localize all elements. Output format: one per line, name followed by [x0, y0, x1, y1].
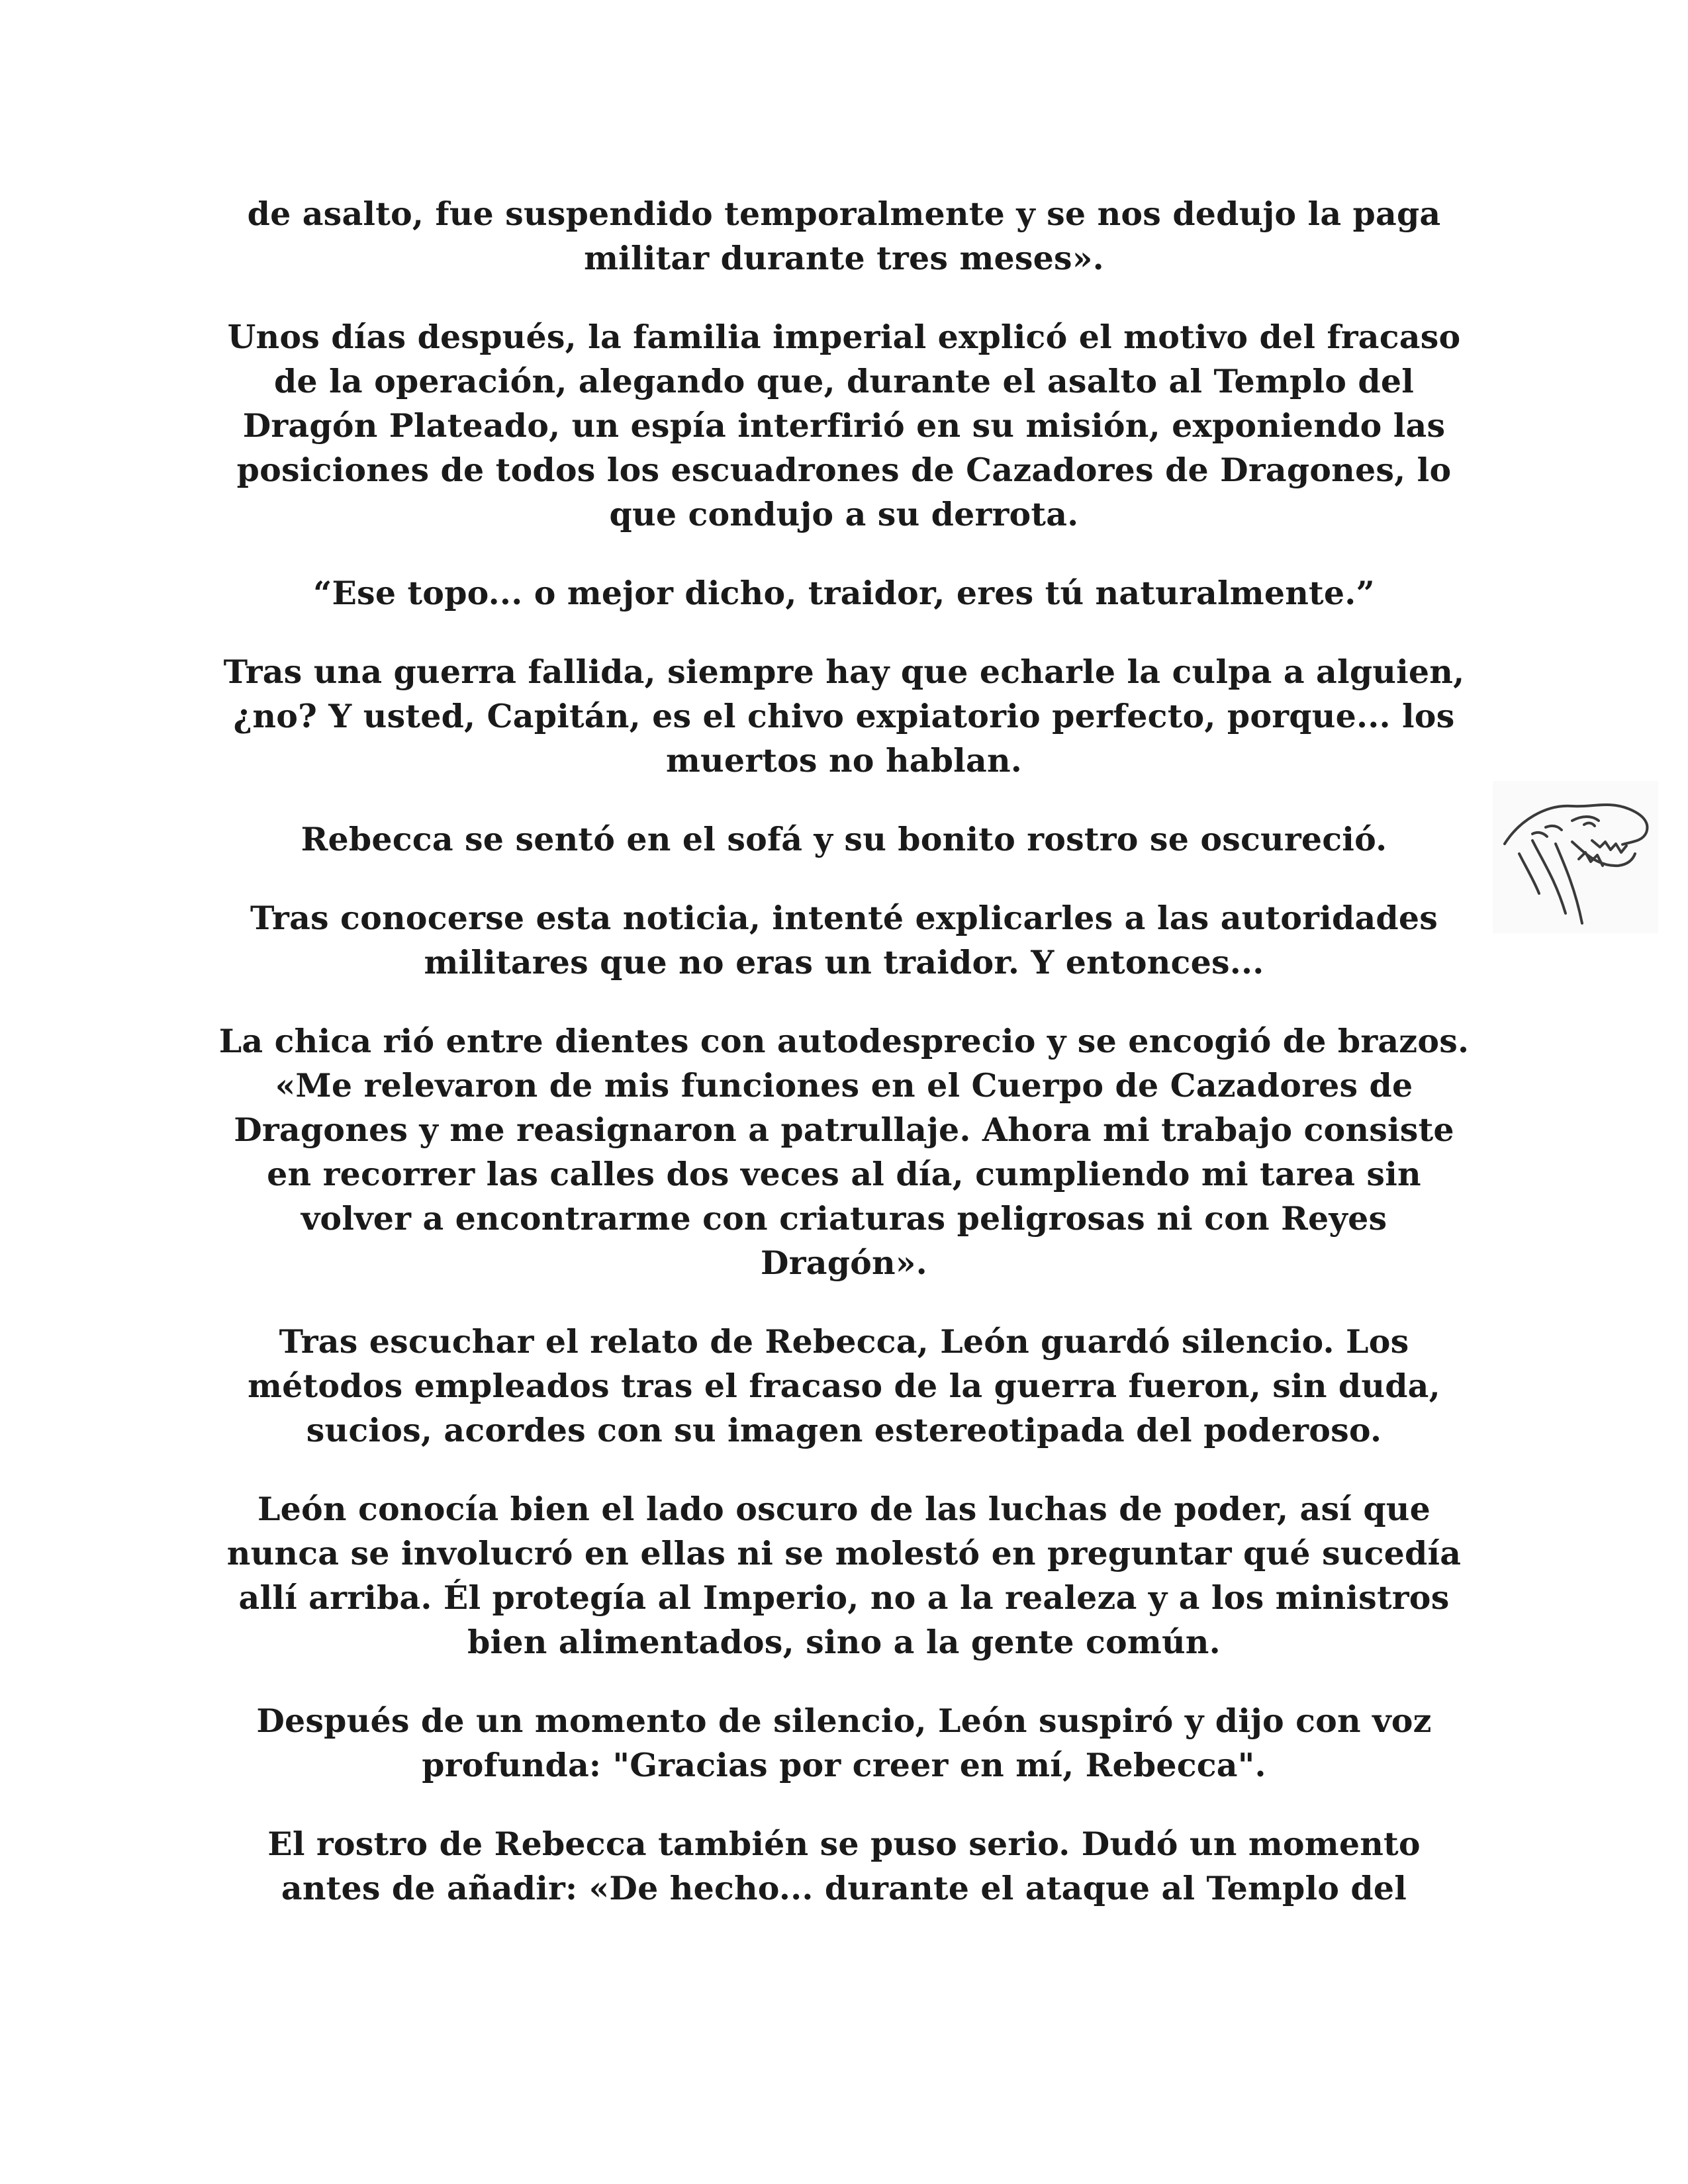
paragraph: El rostro de Rebecca también se puso serio. Dudó un momento antes de añadir: «De hecho... durante el ataque al Templo del: [267, 1825, 1421, 1907]
paragraph: Tras escuchar el relato de Rebecca, León guardó silencio. Los métodos empleados tras el fracaso de la guerra fueron, sin duda, sucios, acordes con su imagen estereotipada del poderoso.: [248, 1322, 1440, 1449]
paragraph: León conocía bien el lado oscuro de las luchas de poder, así que nunca se involucró en ellas ni se molestó en preguntar qué sucedía allí arriba. Él protegía al Imperio, no a la realeza y a los ministros bien alimentados, sino a la gente común.: [226, 1490, 1462, 1661]
paragraph: “Ese topo... o mejor dicho, traidor, eres tú naturalmente.”: [313, 574, 1375, 612]
body-text: [218, 192, 1470, 1945]
dragon-head-icon: [1493, 781, 1658, 933]
paragraph: Unos días después, la familia imperial explicó el motivo del fracaso de la operación, alegando que, durante el asalto al Templo del Dragón Plateado, un espía interfirió en su misión, exponiendo las posiciones de todos los escuadrones de Cazadores de Dragones, lo que condujo a su derrota.: [227, 318, 1461, 533]
paragraph: Tras una guerra fallida, siempre hay que echarle la culpa a alguien, ¿no? Y usted, Capitán, es el chivo expiatorio perfecto, porque... los muertos no hablan.: [223, 653, 1465, 780]
paragraph: Tras conocerse esta noticia, intenté explicarles a las autoridades militares que no eras un traidor. Y entonces...: [250, 899, 1438, 981]
paragraph: Después de un momento de silencio, León suspiró y dijo con voz profunda: "Gracias por creer en mí, Rebecca".: [256, 1702, 1432, 1784]
paragraph: de asalto, fue suspendido temporalmente y se nos dedujo la paga militar durante tres meses».: [247, 195, 1441, 277]
paragraph: Rebecca se sentó en el sofá y su bonito rostro se oscureció.: [301, 820, 1387, 858]
paragraph: La chica rió entre dientes con autodesprecio y se encogió de brazos. «Me relevaron de mis funciones en el Cuerpo de Cazadores de Dragones y me reasignaron a patrullaje. Ahora mi trabajo consiste en recorrer las calles dos veces al día, cumpliendo mi tarea sin volver a encontrarme con criaturas peligrosas ni con Reyes Dragón».: [218, 1022, 1470, 1282]
